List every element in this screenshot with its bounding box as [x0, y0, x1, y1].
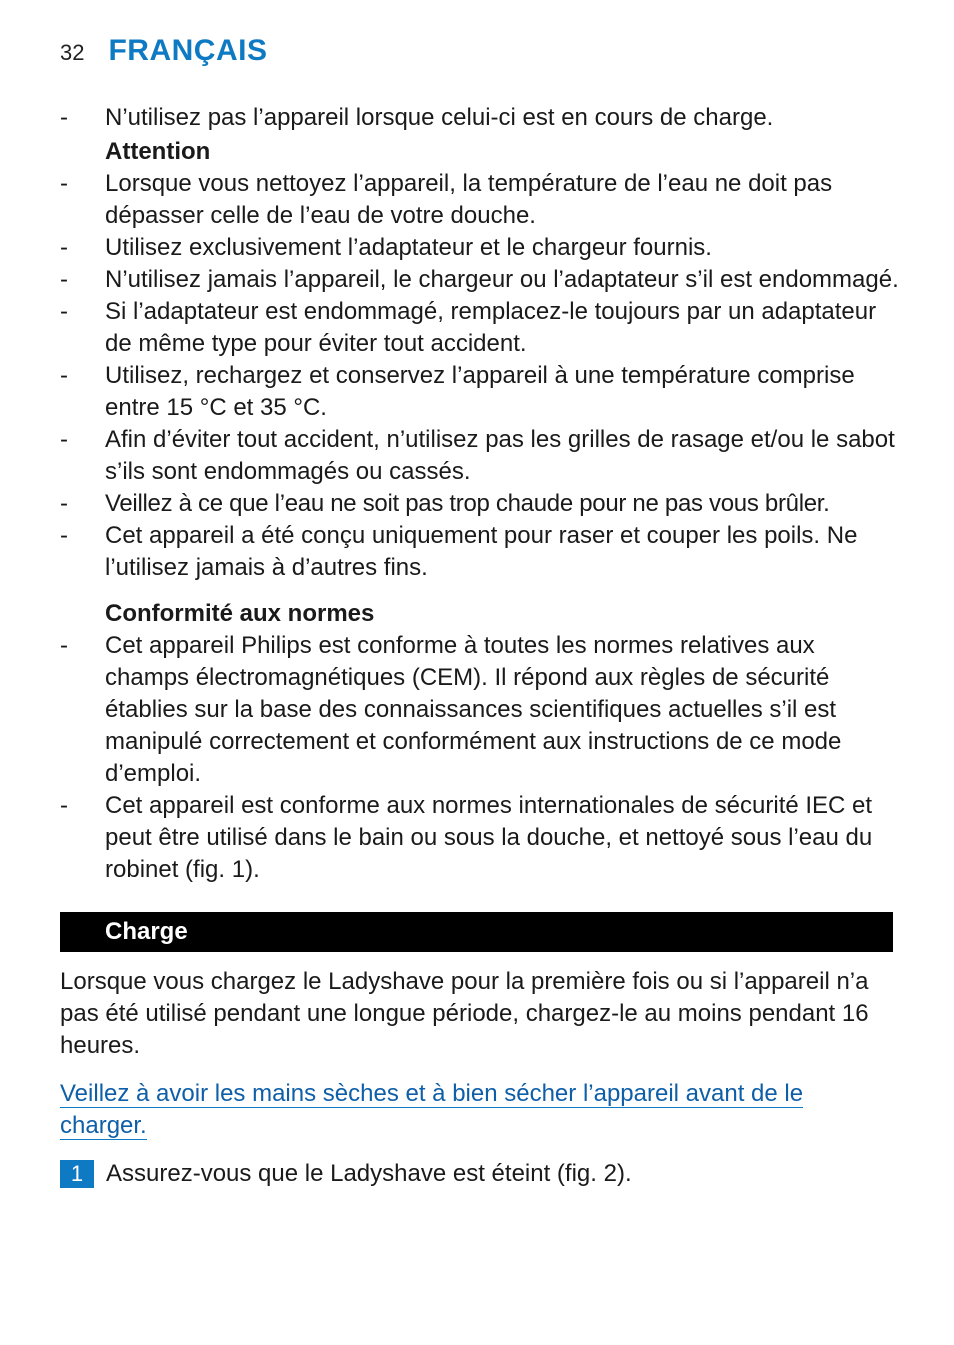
- list-item: [0, 102, 954, 134]
- page-number: 32: [60, 40, 85, 65]
- charge-title: Charge: [105, 918, 188, 945]
- item-text: N’utilisez jamais l’appareil, le chargeur ou l’adaptateur s’il est endommagé.: [105, 266, 899, 293]
- item-text: N’utilisez pas l’appareil lorsque celui-ci est en cours de charge.: [105, 104, 774, 131]
- step-text: Assurez-vous que le Ladyshave est éteint (fig. 2).: [106, 1160, 632, 1187]
- item-text: Lorsque vous nettoyez l’appareil, la température de l’eau ne doit pas dépasser celle de l’eau de votre douche.: [105, 170, 833, 229]
- bullet-dash: -: [60, 490, 68, 517]
- bullet-dash: -: [60, 266, 68, 293]
- item-text: Afin d’éviter tout accident, n’utilisez pas les grilles de rasage et/ou le sabot s’ils sont endommagés ou cassés.: [105, 426, 895, 485]
- language-title: FRANÇAIS: [108, 34, 268, 67]
- bullet-dash: -: [60, 170, 68, 197]
- charge-paragraph: Lorsque vous chargez le Ladyshave pour la première fois ou si l’appareil n’a pas été utilisé pendant une longue période, chargez-le au moins pendant 16 heures.: [60, 968, 869, 1059]
- page-content: [0, 102, 954, 1190]
- item-text: Cet appareil est conforme aux normes internationales de sécurité IEC et peut être utilisé dans le bain ou sous la douche, et nettoyé sous l’eau du robinet (fig. 1).: [105, 792, 873, 883]
- attention-heading: Attention: [105, 138, 211, 165]
- list-item: [0, 264, 954, 296]
- item-text: Utilisez exclusivement l’adaptateur et le chargeur fournis.: [105, 234, 712, 261]
- list-item: [0, 296, 954, 360]
- item-text: Veillez à ce que l’eau ne soit pas trop chaude pour ne pas vous brûler.: [105, 490, 830, 517]
- item-text: Cet appareil a été conçu uniquement pour raser et couper les poils. Ne l’utilisez jamais à d’autres fins.: [105, 522, 858, 581]
- list-item: [0, 232, 954, 264]
- step-item: [60, 1158, 954, 1190]
- list-item: [0, 168, 954, 232]
- step-number-badge: 1: [60, 1160, 94, 1188]
- page-header: [60, 34, 267, 74]
- list-item: [0, 488, 954, 520]
- bullet-dash: -: [60, 234, 68, 261]
- list-item: [0, 790, 954, 886]
- bullet-dash: -: [60, 792, 68, 819]
- list-item: [0, 360, 954, 424]
- charge-warning-text: Veillez à avoir les mains sèches et à bien sécher l’appareil avant de le charger.: [60, 1080, 804, 1139]
- list-item: [0, 630, 954, 790]
- bullet-dash: -: [60, 632, 68, 659]
- item-text: Utilisez, rechargez et conservez l’appareil à une température comprise entre 15 °C et 35 °C.: [105, 362, 855, 421]
- item-text: Si l’adaptateur est endommagé, remplacez-le toujours par un adaptateur de même type pour éviter tout accident.: [105, 298, 877, 357]
- bullet-dash: -: [60, 298, 68, 325]
- conformite-heading: Conformité aux normes: [105, 600, 375, 627]
- item-text: Cet appareil Philips est conforme à toutes les normes relatives aux champs électromagnétiques (CEM). Il répond aux règles de sécurité établies sur la base des connaissances scientifiques actuelles s’il est manipulé correctement et conformément aux instructions de ce mode d’emploi.: [105, 632, 842, 787]
- bullet-dash: -: [60, 426, 68, 453]
- bullet-dash: -: [60, 522, 68, 549]
- bullet-dash: -: [60, 104, 68, 131]
- charge-warning: [60, 1078, 862, 1142]
- charge-section-header: [60, 912, 893, 952]
- bullet-dash: -: [60, 362, 68, 389]
- list-item: [0, 520, 954, 584]
- list-item: [0, 424, 954, 488]
